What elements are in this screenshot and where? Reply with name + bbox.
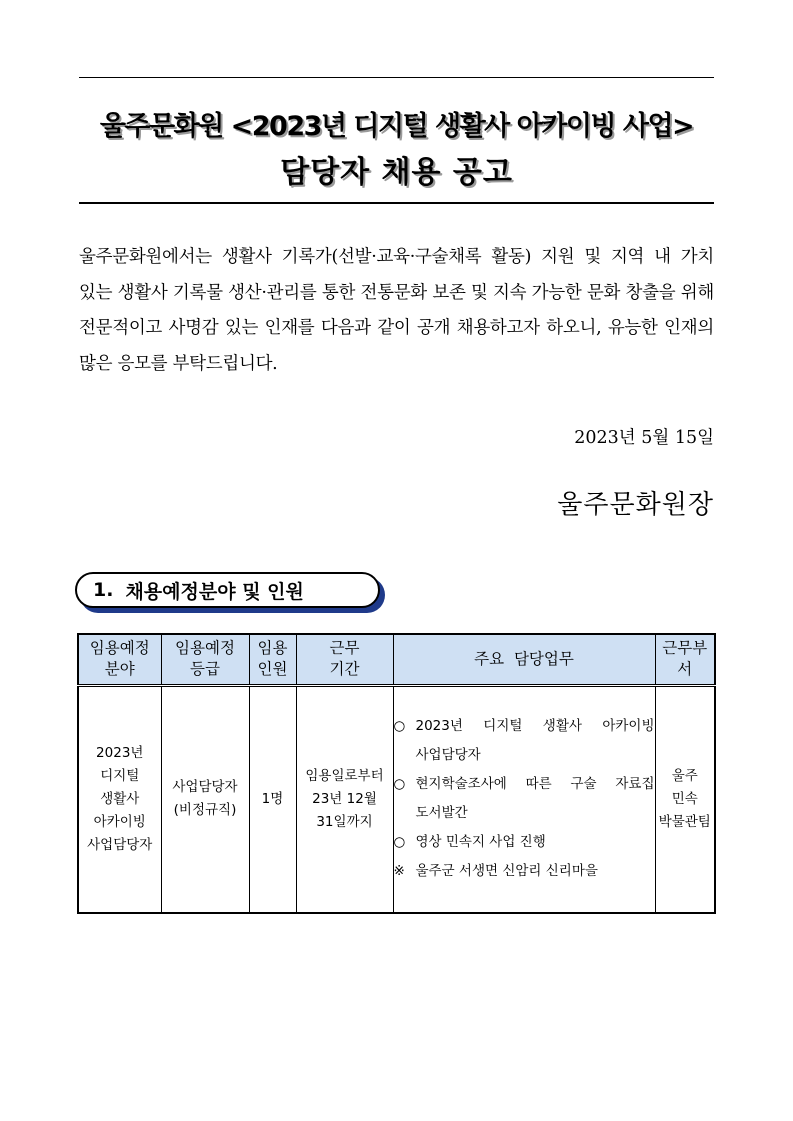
issuer-signature: 울주문화원장 <box>557 490 714 520</box>
notice-date: 2023년 5월 15일 <box>574 428 714 448</box>
header-period: 근무 기간 <box>296 634 393 685</box>
recruitment-table <box>77 633 716 914</box>
section-title: 채용예정분야 및 인원 <box>125 580 304 603</box>
circle-bullet-icon: ○ <box>393 834 406 851</box>
top-rule <box>79 77 714 78</box>
circle-bullet-icon: ○ <box>393 776 406 793</box>
header-grade: 임용예정 등급 <box>161 634 249 685</box>
intro-paragraph: 울주문화원에서는 생활사 기록가(선발·교육·구술채록 활동) 지원 및 지역 내 가치 있는 생활사 기록물 생산·관리를 통한 전통문화 보존 및 지속 가능한 문화 창출을 위해 전문적이고 사명감 있는 인재를 다음과 같이 공개 채용하고자 하오니, 유능한 인재의 많은 응모를 부탁드립니다. <box>79 247 714 374</box>
cell-duties <box>393 685 655 913</box>
duty-item: ○ 영상 민속지 사업 진행 <box>394 828 655 857</box>
header-duties: 주요 담당업무 <box>393 634 655 685</box>
bottom-rule <box>79 202 714 204</box>
cell-field: 2023년 디지털 생활사 아카이빙 사업담당자 <box>78 685 161 913</box>
section-number: 1. <box>93 579 114 601</box>
cell-grade: 사업담당자 (비정규직) <box>161 685 249 913</box>
header-count: 임용 인원 <box>249 634 296 685</box>
notice-subtitle: 담당자 채용 공고 <box>280 155 513 190</box>
reference-mark-icon: ※ <box>393 863 405 880</box>
circle-bullet-icon: ○ <box>393 718 406 735</box>
cell-dept: 울주 민속 박물관팀 <box>655 685 715 913</box>
header-dept: 근무부서 <box>655 634 715 685</box>
duty-note: ※ 울주군 서생면 신암리 신리마을 <box>394 857 655 886</box>
cell-count: 1명 <box>249 685 296 913</box>
duty-item: ○ 2023년 디지털 생활사 아카이빙 사업담당자 <box>394 712 655 770</box>
section-heading <box>75 572 380 608</box>
cell-period: 임용일로부터 23년 12월 31일까지 <box>296 685 393 913</box>
table-header-row <box>78 634 715 685</box>
header-field: 임용예정 분야 <box>78 634 161 685</box>
duty-item: ○ 현지학술조사에 따른 구술 자료집 도서발간 <box>394 770 655 828</box>
notice-title: 울주문화원 <2023년 디지털 생활사 아카이빙 사업> <box>99 111 694 142</box>
table-row <box>78 685 715 913</box>
